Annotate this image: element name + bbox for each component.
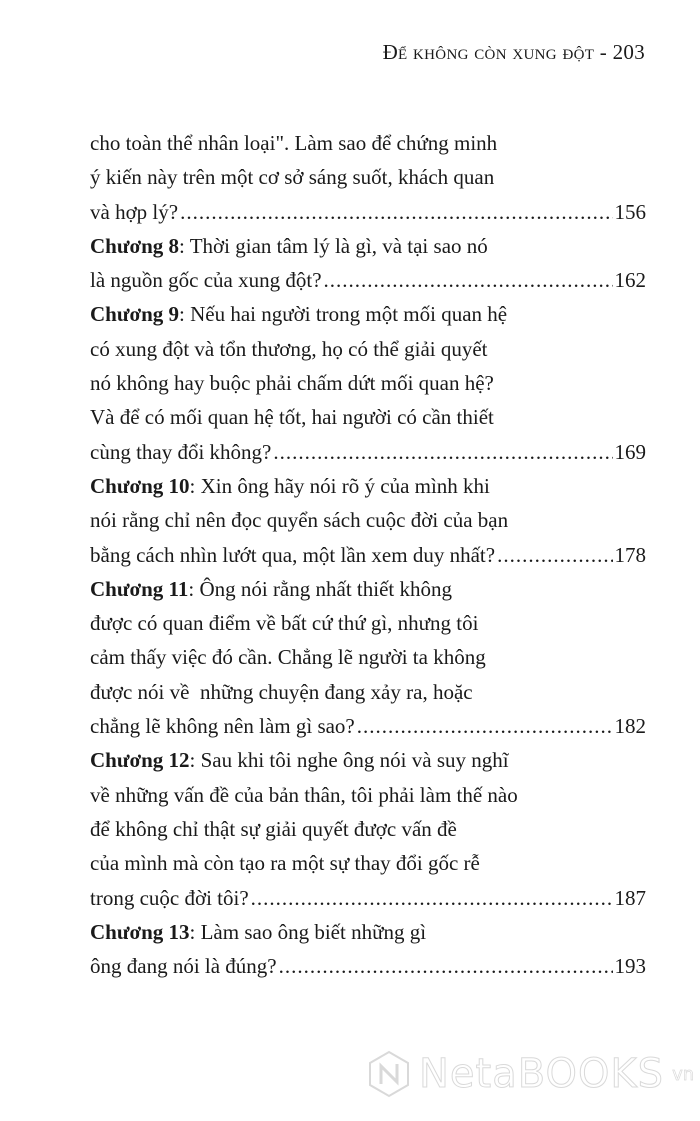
toc-line-text: về những vấn đề của bản thân, tôi phải làm thế nào — [90, 782, 518, 807]
toc-line — [90, 606, 646, 640]
watermark-brand: NetaBOOKS — [419, 1051, 665, 1097]
toc-entry — [90, 126, 646, 229]
toc-entry — [90, 743, 646, 914]
table-of-contents — [90, 126, 646, 983]
toc-page-number: 156 — [614, 199, 646, 224]
toc-line-text: là nguồn gốc của xung đột? — [90, 268, 322, 293]
toc-entry — [90, 915, 646, 984]
toc-line — [90, 160, 646, 194]
toc-line-text: cho toàn thể nhân loại". Làm sao để chứng minh — [90, 131, 498, 155]
watermark-tld: vn — [672, 1063, 695, 1085]
toc-line — [90, 126, 646, 160]
toc-line-text: được có quan điểm về bất cứ thứ gì, nhưng tôi — [90, 611, 479, 636]
toc-line — [90, 949, 646, 983]
toc-page-number: 169 — [614, 439, 646, 464]
toc-line — [90, 915, 646, 949]
toc-page-number: 193 — [614, 954, 646, 979]
toc-page-number: 182 — [614, 714, 646, 739]
toc-line-text: bằng cách nhìn lướt qua, một lần xem duy nhất? — [90, 542, 496, 567]
toc-line-text: chẳng lẽ không nên làm gì sao? — [90, 714, 355, 739]
toc-line — [90, 881, 646, 915]
toc-line-text: của mình mà còn tạo ra một sự thay đổi gốc rễ — [90, 851, 480, 876]
chapter-label: Chương 9 — [90, 302, 180, 327]
toc-entry — [90, 229, 646, 298]
dot-leader — [324, 263, 613, 297]
toc-line — [90, 366, 646, 400]
toc-line — [90, 778, 646, 812]
toc-line — [90, 709, 646, 743]
toc-page-number: 178 — [614, 542, 646, 567]
toc-line — [90, 538, 646, 572]
chapter-label: Chương 10 — [90, 473, 190, 498]
toc-line — [90, 640, 646, 674]
toc-line-text: : Ông nói rằng nhất thiết không — [188, 576, 452, 601]
toc-line-text: Và để có mối quan hệ tốt, hai người có cần thiết — [90, 405, 494, 430]
toc-line — [90, 503, 646, 537]
dot-leader — [497, 538, 612, 572]
header-page-number: 203 — [612, 40, 645, 64]
toc-line-text: nó không hay buộc phải chấm dứt mối quan hệ? — [90, 371, 494, 396]
toc-page-number: 162 — [614, 268, 646, 293]
toc-line-text: cùng thay đổi không? — [90, 439, 272, 464]
header-title: Để không còn xung đột — [382, 40, 595, 64]
toc-entry — [90, 469, 646, 572]
toc-line-text: : Sau khi tôi nghe ông nói và suy nghĩ — [189, 748, 509, 773]
toc-line-text: trong cuộc đời tôi? — [90, 885, 249, 910]
dot-leader — [279, 949, 613, 983]
toc-line-text: : Xin ông hãy nói rõ ý của mình khi — [189, 473, 490, 498]
dot-leader — [251, 881, 613, 915]
toc-line — [90, 675, 646, 709]
chapter-label: Chương 12 — [90, 748, 190, 773]
toc-line — [90, 469, 646, 503]
watermark — [367, 1050, 694, 1098]
toc-line-text: : Làm sao ông biết những gì — [189, 919, 427, 944]
toc-line-text: ông đang nói là đúng? — [90, 954, 277, 979]
toc-line-text: để không chỉ thật sự giải quyết được vấn đề — [90, 816, 457, 841]
toc-line — [90, 572, 646, 606]
toc-line — [90, 263, 646, 297]
toc-line-text: : Thời gian tâm lý là gì, và tại sao nó — [179, 233, 488, 258]
toc-line — [90, 195, 646, 229]
toc-line — [90, 400, 646, 434]
chapter-label: Chương 11 — [90, 576, 189, 601]
toc-line-text: được nói về những chuyện đang xảy ra, hoặc — [90, 679, 473, 704]
toc-line-text: cảm thấy việc đó cần. Chẳng lẽ người ta không — [90, 645, 486, 670]
toc-line-text: có xung đột và tổn thương, họ có thể giải quyết — [90, 336, 488, 361]
toc-page-number: 187 — [614, 885, 646, 910]
chapter-label: Chương 13 — [90, 919, 190, 944]
toc-line-text: và hợp lý? — [90, 199, 179, 224]
dot-leader — [180, 195, 612, 229]
toc-line-text: nói rằng chỉ nên đọc quyển sách cuộc đời của bạn — [90, 508, 509, 533]
header-separator: - — [594, 40, 613, 64]
running-header — [383, 40, 645, 65]
toc-line-text: ý kiến này trên một cơ sở sáng suốt, khách quan — [90, 165, 495, 190]
dot-leader — [273, 435, 612, 469]
dot-leader — [357, 709, 613, 743]
toc-line — [90, 229, 646, 263]
toc-entry — [90, 297, 646, 468]
netabooks-logo-icon — [367, 1050, 411, 1098]
toc-line — [90, 297, 646, 331]
toc-line — [90, 332, 646, 366]
toc-line — [90, 435, 646, 469]
chapter-label: Chương 8 — [90, 233, 180, 258]
toc-line-text: : Nếu hai người trong một mối quan hệ — [179, 302, 508, 327]
toc-line — [90, 743, 646, 777]
toc-line — [90, 846, 646, 880]
toc-line — [90, 812, 646, 846]
toc-entry — [90, 572, 646, 743]
